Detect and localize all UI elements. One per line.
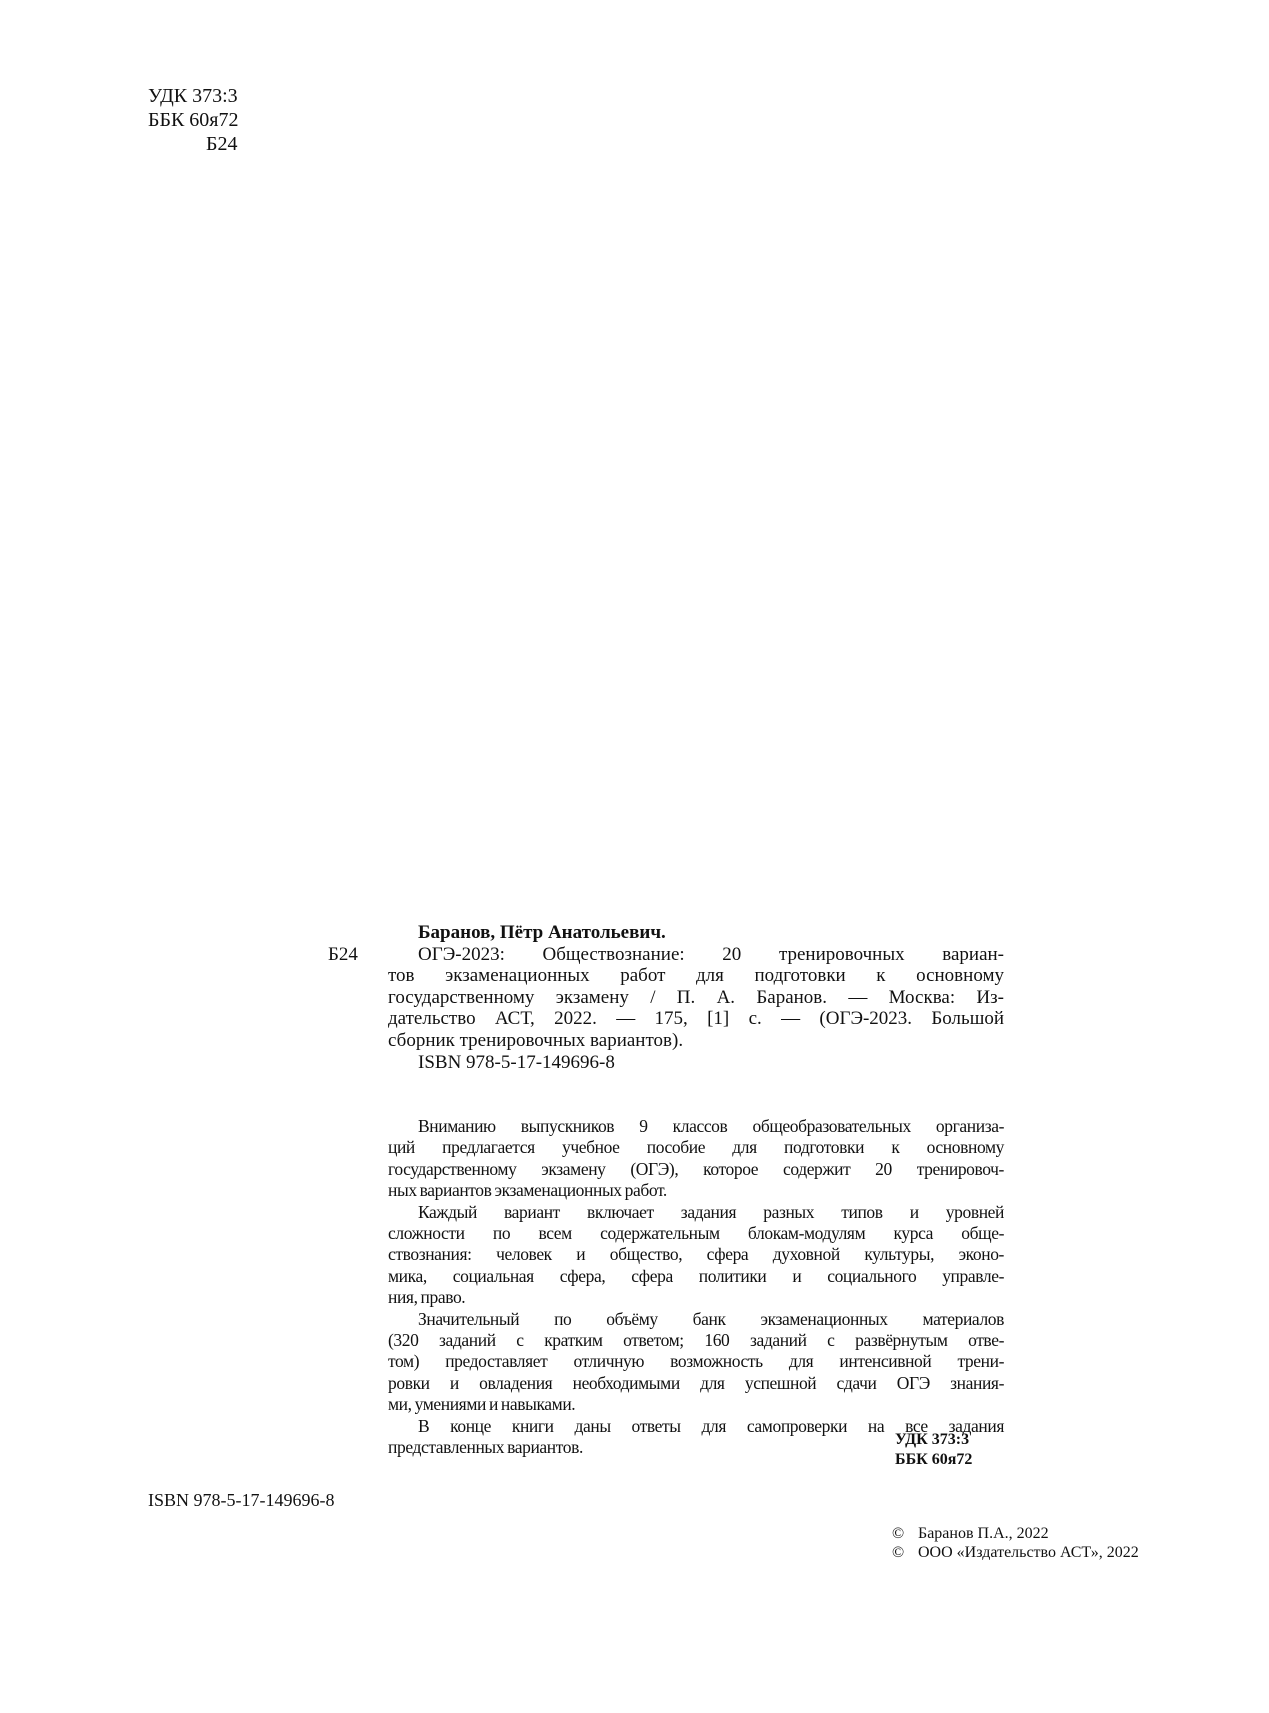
record-description-line: сборник тренировочных вариантов).	[388, 1029, 684, 1051]
annotation-line: представленных вариантов.	[388, 1437, 583, 1458]
isbn: ISBN 978-5-17-149696-8	[148, 1490, 335, 1510]
record-description-line: государственному экзамену / П. А. Баранов. — Москва: Из-	[388, 986, 1004, 1008]
copyright-icon: ©	[892, 1544, 905, 1561]
bbk-code: ББК 60я72	[895, 1451, 973, 1468]
annotation	[388, 1116, 1004, 1459]
annotation-line: ствознания: человек и общество, сфера духовной культуры, эконо-	[388, 1244, 1004, 1265]
record-description-line: дательство АСТ, 2022. — 175, [1] с. — (ОГЭ-2023. Большой	[388, 1008, 1004, 1030]
annotation-line: В конце книги даны ответы для самопроверки на все задания	[418, 1415, 1004, 1436]
annotation-paragraph	[388, 1116, 1004, 1202]
classification-codes-top	[148, 84, 239, 156]
copyright-text: Баранов П.А., 2022	[918, 1525, 1049, 1542]
copyright-line	[892, 1543, 1139, 1562]
copyright-text: ООО «Издательство АСТ», 2022	[918, 1544, 1139, 1561]
record-author: Баранов, Пётр Анатольевич.	[418, 922, 666, 943]
record-isbn: ISBN 978-5-17-149696-8	[418, 1051, 615, 1073]
annotation-line: ровки и овладения необходимыми для успешной сдачи ОГЭ знания-	[388, 1372, 1004, 1393]
record-author-mark: Б24	[328, 943, 358, 965]
record-description-line: тов экзаменационных работ для подготовки к основному	[388, 965, 1004, 987]
udk-code: УДК 373:3	[895, 1431, 970, 1448]
annotation-line: ных вариантов экзаменационных работ.	[388, 1180, 667, 1201]
annotation-line: Каждый вариант включает задания разных типов и уровней	[418, 1201, 1004, 1222]
annotation-line: Вниманию выпускников 9 классов общеобразовательных организа-	[418, 1116, 1004, 1136]
record-description-line: ОГЭ-2023: Обществознание: 20 тренировочных вариан-	[418, 943, 1004, 965]
bibliographic-record	[388, 922, 1004, 1073]
annotation-line: государственному экзамену (ОГЭ), которое содержит 20 тренировоч-	[388, 1158, 1004, 1179]
bbk-code: ББК 60я72	[148, 109, 239, 131]
classification-codes-bottom	[895, 1430, 972, 1470]
udk-code: УДК 373:3	[148, 85, 238, 107]
annotation-line: ми, умениями и навыками.	[388, 1394, 576, 1415]
annotation-paragraph	[388, 1202, 1004, 1309]
author-mark: Б24	[206, 133, 238, 155]
annotation-line: Значительный по объёму банк экзаменационных материалов	[418, 1308, 1004, 1329]
annotation-line: мика, социальная сфера, сфера политики и социального управле-	[388, 1265, 1004, 1286]
annotation-paragraph	[388, 1309, 1004, 1416]
annotation-line: сложности по всем содержательным блокам-модулям курса обще-	[388, 1223, 1004, 1244]
annotation-line: (320 заданий с кратким ответом; 160 заданий с развёрнутым отве-	[388, 1330, 1004, 1351]
copyright-block	[892, 1524, 1139, 1562]
copyright-icon: ©	[892, 1525, 905, 1542]
annotation-line: том) предоставляет отличную возможность для интенсивной трени-	[388, 1351, 1004, 1372]
annotation-line: ций предлагается учебное пособие для подготовки к основному	[388, 1137, 1004, 1158]
copyright-line	[892, 1524, 1139, 1543]
annotation-line: ния, право.	[388, 1287, 466, 1308]
